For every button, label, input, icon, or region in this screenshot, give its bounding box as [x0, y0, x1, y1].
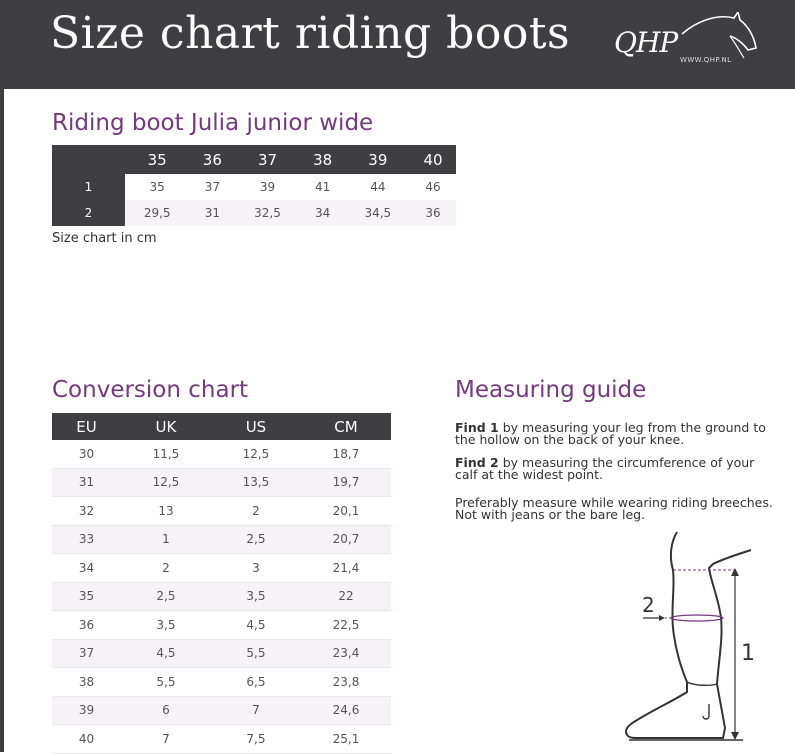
conversion-row — [52, 696, 391, 725]
table-cell: 1 — [121, 525, 211, 554]
row-label: 1 — [52, 174, 125, 200]
table-cell: 39 — [259, 180, 276, 194]
table-cell: 35 — [52, 582, 121, 611]
table-cell: 22,5 — [301, 611, 391, 640]
table-cell: 37 — [204, 180, 220, 194]
table-cell: 34 — [300, 200, 346, 226]
table-cell: 40 — [52, 725, 121, 754]
table-cell: 2,5 — [211, 525, 301, 554]
guide-step-1-label: Find 1 — [455, 420, 499, 435]
left-edge-bar — [0, 0, 4, 752]
table-cell: 13,5 — [211, 468, 301, 497]
table-cell: 13 — [121, 497, 211, 526]
conversion-header-row — [52, 413, 391, 440]
guide-step-1 — [455, 422, 775, 446]
logo-url: WWW.QHP.NL — [680, 56, 732, 64]
table-cell: 44 — [370, 180, 386, 194]
table-cell: 32,5 — [235, 200, 299, 226]
table-cell: 41 — [315, 180, 331, 194]
table-cell: 33 — [52, 525, 121, 554]
label-2: 2 — [642, 593, 655, 617]
label-1: 1 — [741, 641, 755, 666]
table-cell: 4,5 — [211, 611, 301, 640]
table-cell: 31 — [189, 200, 235, 226]
table-cell: 2 — [211, 497, 301, 526]
table-cell: 6 — [121, 696, 211, 725]
table-cell: 3 — [211, 554, 301, 583]
table-cell: 4,5 — [121, 639, 211, 668]
conversion-row — [52, 554, 391, 583]
table-cell: 2 — [121, 554, 211, 583]
leg-measurement-illustration — [615, 528, 755, 750]
height-arrow-bottom — [731, 732, 739, 740]
guide-step-2 — [455, 457, 775, 481]
size-chart-table — [52, 145, 456, 226]
table-cell: 23,4 — [301, 639, 391, 668]
table-cell: 31 — [52, 468, 121, 497]
conversion-row — [52, 639, 391, 668]
conversion-row — [52, 525, 391, 554]
calf-arrow-head — [659, 615, 665, 621]
table-cell: 20,1 — [301, 497, 391, 526]
table-cell: 21,4 — [301, 554, 391, 583]
size-col-header: 39 — [346, 145, 410, 174]
conversion-col-header: UK — [121, 413, 211, 440]
conversion-row — [52, 668, 391, 697]
table-cell: 36 — [410, 200, 456, 226]
size-chart-row — [52, 200, 456, 226]
table-cell: 35 — [149, 180, 165, 194]
table-cell: 6,5 — [211, 668, 301, 697]
boot-pull-tab — [703, 704, 709, 719]
conversion-col-header: EU — [52, 413, 121, 440]
measuring-guide-title: Measuring guide — [455, 377, 647, 403]
size-chart-row — [52, 174, 456, 200]
table-cell: 3,5 — [211, 582, 301, 611]
table-cell: 34,5 — [346, 200, 410, 226]
conversion-chart-title: Conversion chart — [52, 377, 249, 403]
qhp-logo — [610, 12, 760, 72]
table-cell: 2,5 — [121, 582, 211, 611]
table-cell: 19,7 — [301, 468, 391, 497]
leg-outline — [626, 532, 751, 738]
page-header — [0, 0, 795, 89]
conversion-col-header: CM — [301, 413, 391, 440]
size-col-header: 36 — [189, 145, 235, 174]
table-cell: 25,1 — [301, 725, 391, 754]
table-cell: 7 — [211, 696, 301, 725]
horse-head-icon — [670, 12, 760, 62]
size-col-header: 35 — [125, 145, 189, 174]
size-chart-note: Size chart in cm — [52, 231, 157, 246]
size-chart-title: Riding boot Julia junior wide — [52, 110, 374, 136]
calf-circumference-ellipse — [671, 615, 723, 621]
conversion-row — [52, 440, 391, 468]
height-arrow-top — [731, 568, 739, 576]
table-cell: 22 — [301, 582, 391, 611]
conversion-table — [52, 413, 391, 754]
conversion-row — [52, 582, 391, 611]
table-cell: 29,5 — [125, 200, 189, 226]
table-cell: 37 — [52, 639, 121, 668]
size-col-header: 38 — [300, 145, 346, 174]
table-cell: 30 — [52, 440, 121, 468]
boot-shaft-line — [687, 682, 717, 685]
table-cell: 20,7 — [301, 525, 391, 554]
guide-note: Preferably measure while wearing riding breeches. Not with jeans or the bare leg. — [455, 495, 773, 522]
conversion-row — [52, 611, 391, 640]
table-cell: 36 — [52, 611, 121, 640]
conversion-row — [52, 468, 391, 497]
size-chart-header-row — [52, 145, 456, 174]
table-cell: 5,5 — [121, 668, 211, 697]
table-cell: 7 — [121, 725, 211, 754]
table-cell: 34 — [52, 554, 121, 583]
table-cell: 3,5 — [121, 611, 211, 640]
table-cell: 12,5 — [211, 440, 301, 468]
table-cell: 7,5 — [211, 725, 301, 754]
guide-step-2-label: Find 2 — [455, 455, 499, 470]
table-cell: 11,5 — [121, 440, 211, 468]
table-cell: 5,5 — [211, 639, 301, 668]
table-cell: 12,5 — [121, 468, 211, 497]
guide-step-2-text: by measuring the circumference of your calf at the widest point. — [455, 455, 755, 482]
row-label: 2 — [52, 200, 125, 226]
table-cell: 24,6 — [301, 696, 391, 725]
conversion-col-header: US — [211, 413, 301, 440]
page-title: Size chart riding boots — [50, 8, 571, 59]
size-col-header: 40 — [410, 145, 456, 174]
table-cell: 39 — [52, 696, 121, 725]
table-cell: 23,8 — [301, 668, 391, 697]
table-cell: 46 — [425, 180, 441, 194]
table-cell: 32 — [52, 497, 121, 526]
size-chart-corner-cell — [52, 145, 125, 174]
logo-text: QHP — [614, 26, 678, 59]
conversion-table-body — [52, 440, 391, 753]
conversion-row — [52, 497, 391, 526]
size-col-header: 37 — [235, 145, 299, 174]
guide-step-1-text: by measuring your leg from the ground to the hollow on the back of your knee. — [455, 420, 766, 447]
table-cell: 38 — [52, 668, 121, 697]
conversion-row — [52, 725, 391, 754]
table-cell: 18,7 — [301, 440, 391, 468]
